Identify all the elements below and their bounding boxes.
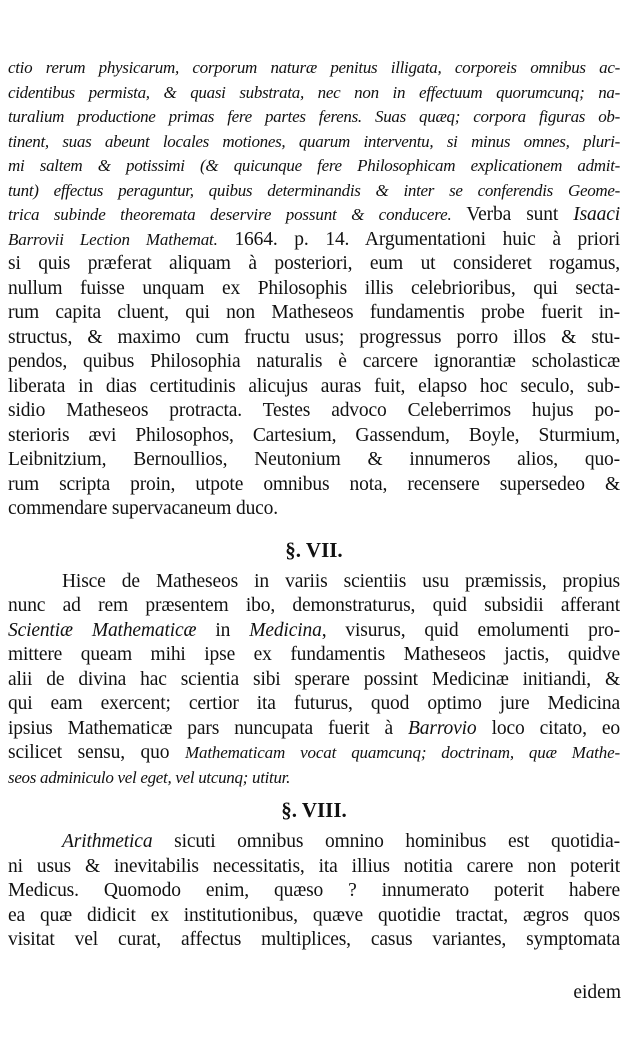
text-line: cidentibus permista, & quasi substrata, nec non in effectuum quorumcunq; na- <box>8 82 620 102</box>
text-roman: 1664. p. 14. Argumentationi huic à priori <box>234 228 620 250</box>
section-heading-8: §. VIII. <box>281 798 347 822</box>
page-body <box>8 56 620 953</box>
text-roman: sicuti omnibus omnino hominibus est quotidia- <box>174 831 620 852</box>
text-line: tunt) effectus peraguntur, quibus determinandis & inter se conferendis Geome- <box>8 180 620 200</box>
text-line: ea quæ didicit ex institutionibus, quævе quotidie tractat, ægros quos <box>8 904 620 926</box>
text-italic: Arithmetica <box>62 831 153 852</box>
text-line: Leibnitzium, Bernoullios, Neutonium & innumeros alios, quo- <box>8 449 620 470</box>
text-italic: Mathematicam vocat quamcunq; doctrinam, quæ Mathe- <box>184 743 620 762</box>
text-line: nullum fuisse unquam ex Philosophis illis celebrioribus, qui secta- <box>8 277 620 299</box>
text-line: Hisce de Matheseos in variis scientiis usu præmissis, propius <box>62 570 620 592</box>
text-italic: Medicina <box>249 619 322 641</box>
text-line: qui eam exercent; certior ita futurus, quod optimo jure Medicina <box>8 693 620 714</box>
text-roman: ipsius Mathematicæ pars nuncupata fuerit à <box>8 717 393 739</box>
text-roman: scilicet sensu, quo <box>8 742 170 763</box>
text-line: mi saltem & potissimi (& quicunque fere Philosophicam explicationem admit- <box>8 156 620 175</box>
text-italic: Scientiæ Mathematicæ <box>8 619 197 641</box>
text-roman: loco citato, eo <box>491 717 620 739</box>
text-line: pendos, quibus Philosophia naturalis è carcere ignorantiæ scholasticæ <box>8 351 620 372</box>
text-line: sidio Matheseos protracta. Testes advoco Celeberrimos hujus po- <box>8 400 620 421</box>
section-7-body <box>8 570 620 791</box>
text-line: seos adminiculo vel eget, vel utcunq; utitur. <box>8 767 291 787</box>
text-line: tinent, suas abeunt locales motiones, quarum interventu, si minus omnes, pluri- <box>8 131 620 151</box>
text-line <box>8 830 620 855</box>
text-line: rum scripta proin, utpote omnibus nota, recensere supersedeo & <box>8 473 620 495</box>
text-line: visitat vel curat, affectus multiplices, casus variantes, symptomata <box>8 929 620 950</box>
text-line: rum capita cluent, qui non Matheseos fundamentis probe fuerit in- <box>8 302 620 323</box>
text-line <box>8 717 620 742</box>
text-line <box>8 228 620 253</box>
catchword: eidem <box>573 982 621 1003</box>
text-line: alii de divina hac scientia sibi sperare possint Medicinæ initiandi, & <box>8 668 620 690</box>
text-line: liberata in dias certitudinis alicujus auras fuit, elapso hoc seculo, sub- <box>8 375 620 397</box>
text-roman: , visurus, quid emolumenti pro- <box>321 619 620 641</box>
text-line <box>8 203 620 228</box>
citation: Barrovii Lection Mathemat. <box>8 229 218 249</box>
text-line: ctio rerum physicarum, corporum naturæ penitus illigata, corporeis omnibus ac- <box>8 58 620 77</box>
text-line: nunc ad rem præsentem ibo, demonstraturus, quid subsidii afferant <box>8 595 620 616</box>
text-italic: trica subinde theoremata deservire possunt & conducere. <box>8 205 452 224</box>
text-line: si quis præferat aliquam à posteriori, eum ut consideret rogamus, <box>8 253 620 274</box>
text-line <box>8 619 620 644</box>
text-line: ni usus & inevitabilis necessitatis, ita illius notitia carere non poterit <box>8 855 620 877</box>
text-line: turalium productione primas fere partes ferens. Suas quæq; corpora figuras ob- <box>8 107 620 126</box>
section-8-body <box>8 830 620 953</box>
text-line: commendare supervacaneum duco. <box>8 498 279 519</box>
text-line: Medicus. Quomodo enim, quæso ? innumerato poterit habere <box>8 880 620 901</box>
text-italic: Barrovio <box>408 717 477 739</box>
text-line: mittere queam mihi ipse ex fundamentis Matheseos jactis, quidve <box>8 644 620 665</box>
text-roman: in <box>215 619 231 641</box>
paragraph-1 <box>8 56 620 522</box>
text-line: structus, & maximo cum fructu usus; progressus porro illos & stu- <box>8 326 620 348</box>
text-italic: Isaaci <box>573 204 620 225</box>
text-line: sterioris ævi Philosophos, Cartesium, Gassendum, Boyle, Sturmium, <box>8 424 620 446</box>
text-line <box>8 741 620 766</box>
section-heading-7: §. VII. <box>285 537 343 562</box>
text-roman: Verba sunt <box>466 204 559 225</box>
